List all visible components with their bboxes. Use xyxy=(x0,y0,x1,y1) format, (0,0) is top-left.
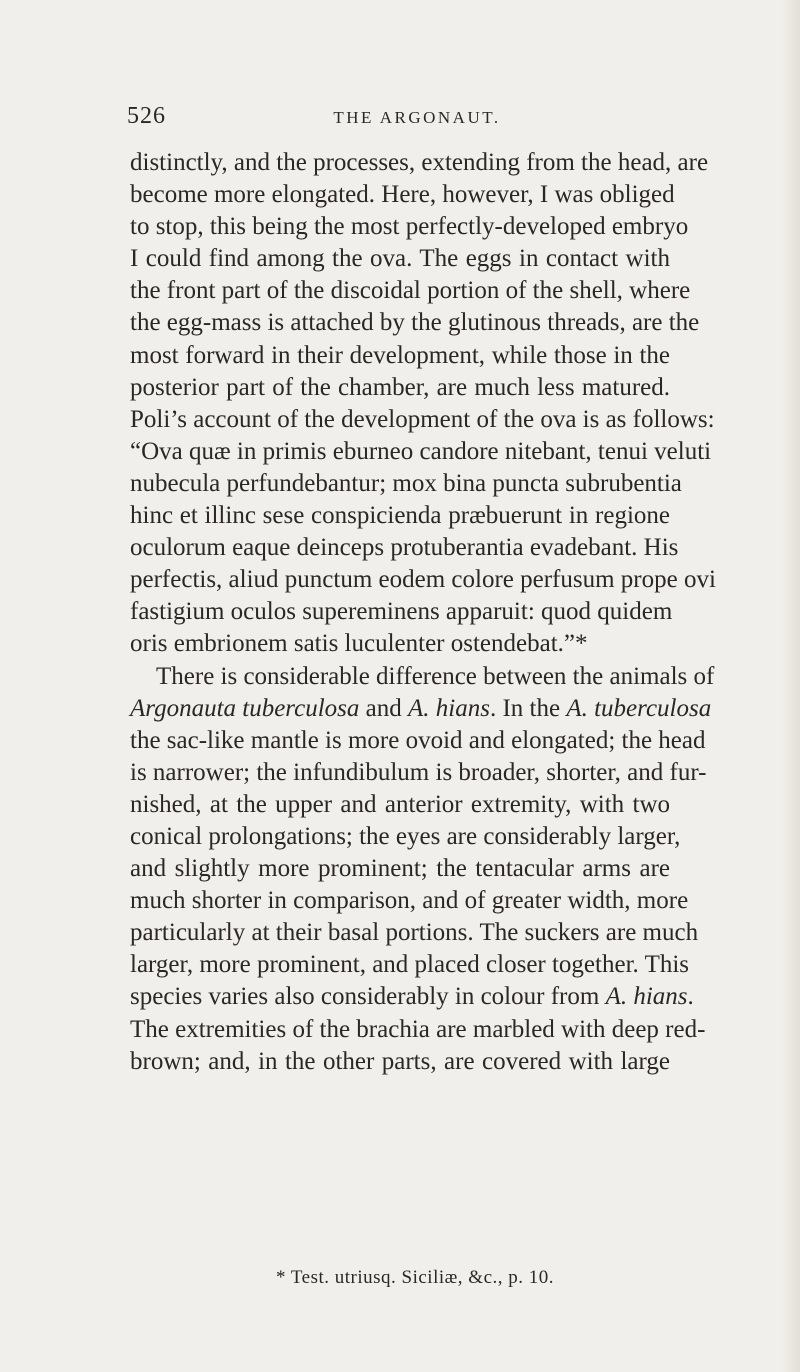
text-line: fastigium oculos supereminens apparuit: quod quidem xyxy=(130,598,673,626)
text-line: nubecula perfundebantur; mox bina puncta subrubentia xyxy=(130,469,682,497)
text-line: and slightly more prominent; the tentacular arms are xyxy=(130,855,670,883)
text-line: species varies also considerably in colour from A. hians. xyxy=(130,983,694,1011)
text-line: posterior part of the chamber, are much less matured. xyxy=(130,373,670,401)
text-line: oculorum eaque deinceps protuberantia evadebant. His xyxy=(130,534,679,562)
text-line: to stop, this being the most perfectly-developed embryo xyxy=(130,213,689,241)
text-line: Poli’s account of the development of the ova is as follows: xyxy=(130,405,715,433)
text-line: the egg-mass is attached by the glutinous threads, are the xyxy=(130,309,700,337)
text-line: the front part of the discoidal portion of the shell, where xyxy=(130,277,691,305)
text-line: most forward in their development, while those in the xyxy=(130,341,670,369)
text-line: brown; and, in the other parts, are covered with large xyxy=(130,1047,670,1075)
running-head: THE ARGONAUT. xyxy=(333,108,501,127)
page-edge-shadow xyxy=(782,0,800,1372)
body-text xyxy=(130,147,716,1078)
species-name: A. hians xyxy=(605,983,688,1011)
text-line: distinctly, and the processes, extending from the head, are xyxy=(130,149,709,176)
text-line: hinc et illinc sese conspicienda præbuerunt in regione xyxy=(130,502,670,530)
text-line: particularly at their basal portions. The suckers are much xyxy=(130,919,699,947)
text-line: the sac-like mantle is more ovoid and elongated; the head xyxy=(130,726,706,754)
text-line: The extremities of the brachia are marbled with deep red- xyxy=(130,1015,706,1043)
text-line: perfectis, aliud punctum eodem colore perfusum prope ovi xyxy=(130,566,716,594)
text-line: become more elongated. Here, however, I was obliged xyxy=(130,181,675,209)
text-line: conical prolongations; the eyes are considerably larger, xyxy=(130,822,681,850)
page-number: 526 xyxy=(127,103,166,129)
species-name: Argonauta tuberculosa xyxy=(130,694,360,722)
text-line: I could find among the ova. The eggs in contact with xyxy=(130,245,670,273)
text-line: oris embrionem satis luculenter ostendebat.”* xyxy=(130,630,588,658)
species-name: A. tuberculosa xyxy=(566,694,712,722)
text-line: much shorter in comparison, and of greater width, more xyxy=(130,887,689,915)
footnote: * Test. utriusq. Siciliæ, &c., p. 10. xyxy=(275,1267,555,1288)
text-line: Argonauta tuberculosa and A. hians. In the A. tuberculosa xyxy=(130,694,712,722)
text-line: larger, more prominent, and placed closer together. This xyxy=(130,951,690,979)
text-line: There is considerable difference between the animals of xyxy=(156,662,715,690)
text-line: “Ova quæ in primis eburneo candore nitebant, tenui veluti xyxy=(130,437,712,465)
text-line: nished, at the upper and anterior extremity, with two xyxy=(130,790,670,818)
species-name: A. hians xyxy=(408,694,490,722)
text-line: is narrower; the infundibulum is broader, shorter, and fur- xyxy=(130,758,707,786)
